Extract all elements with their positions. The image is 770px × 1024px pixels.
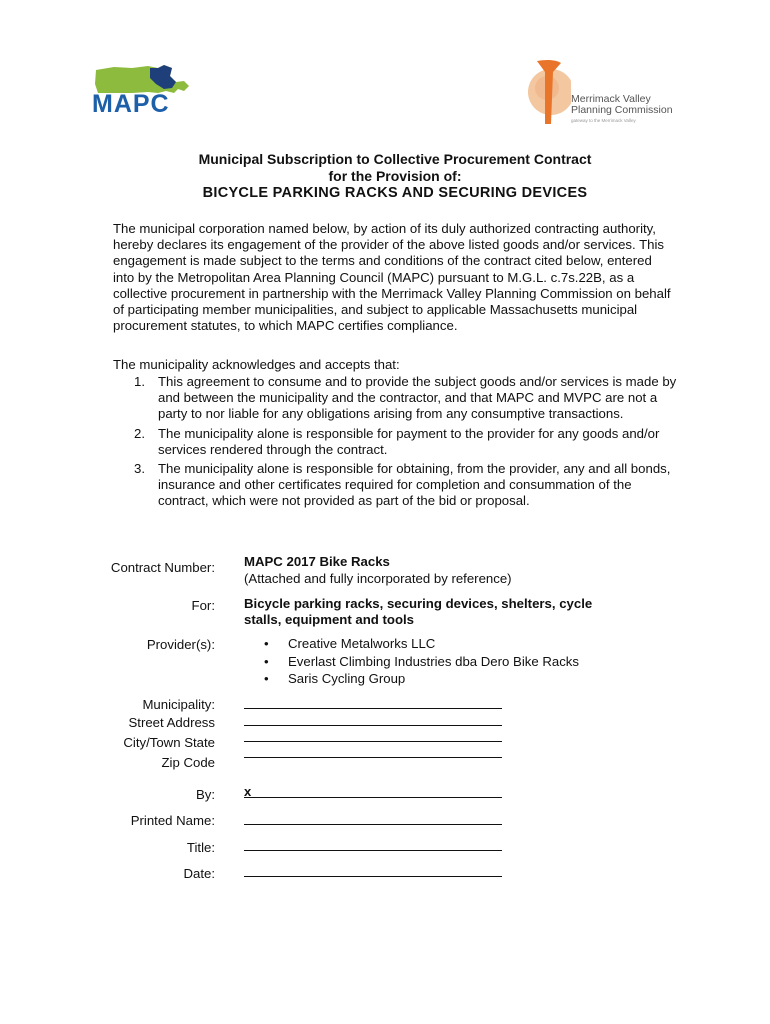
- term-number: 2.: [134, 425, 145, 441]
- printed-name-label: Printed Name:: [130, 813, 215, 828]
- document-title-line2: for the Provision of:: [328, 168, 462, 184]
- mvpc-logo: [527, 54, 687, 134]
- term-text: This agreement to consume and to provide the subject goods and/or services is made by and between the municipality and the contractor, and that MAPC and MVPC are not a party to nor liable for any obligations arising from any consumptive transactions.: [158, 374, 677, 422]
- city-state-field[interactable]: [244, 741, 502, 742]
- mvpc-emblem-icon: [527, 54, 571, 134]
- zip-code-field[interactable]: [244, 757, 502, 758]
- intro-paragraph: The municipal corporation named below, by action of its duly authorized contracting authority, hereby declares its engagement of the provider of the above listed goods and/or services. This engagement is made subject to the terms and conditions of the contract cited below, entered into by the Metropolitan Area Planning Council (MAPC) pursuant to M.G.L. c.7s.22B, as a collective procurement in partnership with the Merrimack Valley Planning Commission on behalf of participating member municipalities, and subject to applicable Massachusetts municipal procurement statutes, to which MAPC certifies compliance.: [113, 221, 671, 334]
- providers-label: Provider(s):: [146, 637, 215, 652]
- mvpc-name-line2: Planning Commission: [571, 104, 673, 116]
- date-label: Date:: [183, 866, 215, 881]
- signature-field[interactable]: [244, 797, 502, 798]
- term-text: The municipality alone is responsible for obtaining, from the provider, any and all bonds, insurance and other certificates required for completion and consummation of the contract, which were not provided as part of the bid or proposal.: [158, 461, 671, 509]
- list-item: [113, 374, 683, 423]
- street-address-label: Street Address: [128, 715, 215, 730]
- list-item: [113, 461, 683, 510]
- zip-code-label: Zip Code: [161, 755, 215, 770]
- term-number: 1.: [134, 374, 145, 389]
- mvpc-logo-text: [571, 94, 673, 116]
- printed-name-field[interactable]: [244, 824, 502, 825]
- term-number: 3.: [134, 461, 145, 477]
- contract-number-label: Contract Number:: [110, 560, 215, 575]
- mapc-logo: [92, 62, 192, 124]
- date-field[interactable]: [244, 876, 502, 877]
- providers-list: [264, 635, 579, 688]
- mvpc-name-line1: Merrimack Valley: [571, 93, 651, 105]
- signature-x-mark: x: [244, 784, 252, 799]
- list-item: • Creative Metalworks LLC: [264, 635, 579, 653]
- municipality-field[interactable]: [244, 708, 502, 709]
- list-item: [113, 426, 683, 458]
- title-label: Title:: [186, 840, 215, 855]
- for-label: For:: [191, 598, 215, 613]
- list-item: • Saris Cycling Group: [264, 670, 579, 688]
- for-value: Bicycle parking racks, securing devices, shelters, cycle stalls, equipment and tools: [244, 596, 593, 627]
- city-state-label: City/Town State: [123, 735, 215, 750]
- term-text: The municipality alone is responsible for payment to the provider for any goods and/or services rendered through the contract.: [158, 425, 660, 457]
- contract-number-value: MAPC 2017 Bike Racks: [244, 554, 390, 569]
- by-label: By:: [195, 787, 215, 802]
- document-title-line1: Municipal Subscription to Collective Procurement Contract: [198, 151, 592, 167]
- title-field[interactable]: [244, 850, 502, 851]
- contract-note: (Attached and fully incorporated by reference): [244, 571, 512, 586]
- document-title-main: BICYCLE PARKING RACKS AND SECURING DEVICES: [202, 185, 588, 201]
- list-item: • Everlast Climbing Industries dba Dero Bike Racks: [264, 653, 579, 671]
- street-address-field[interactable]: [244, 725, 502, 726]
- mapc-logo-text: MAPC: [92, 90, 170, 118]
- mvpc-tagline: gateway to the Merrimack Valley: [571, 118, 636, 123]
- municipality-label: Municipality:: [142, 697, 215, 712]
- terms-list: [113, 374, 683, 513]
- acknowledgement-heading: The municipality acknowledges and accepts that:: [113, 357, 400, 372]
